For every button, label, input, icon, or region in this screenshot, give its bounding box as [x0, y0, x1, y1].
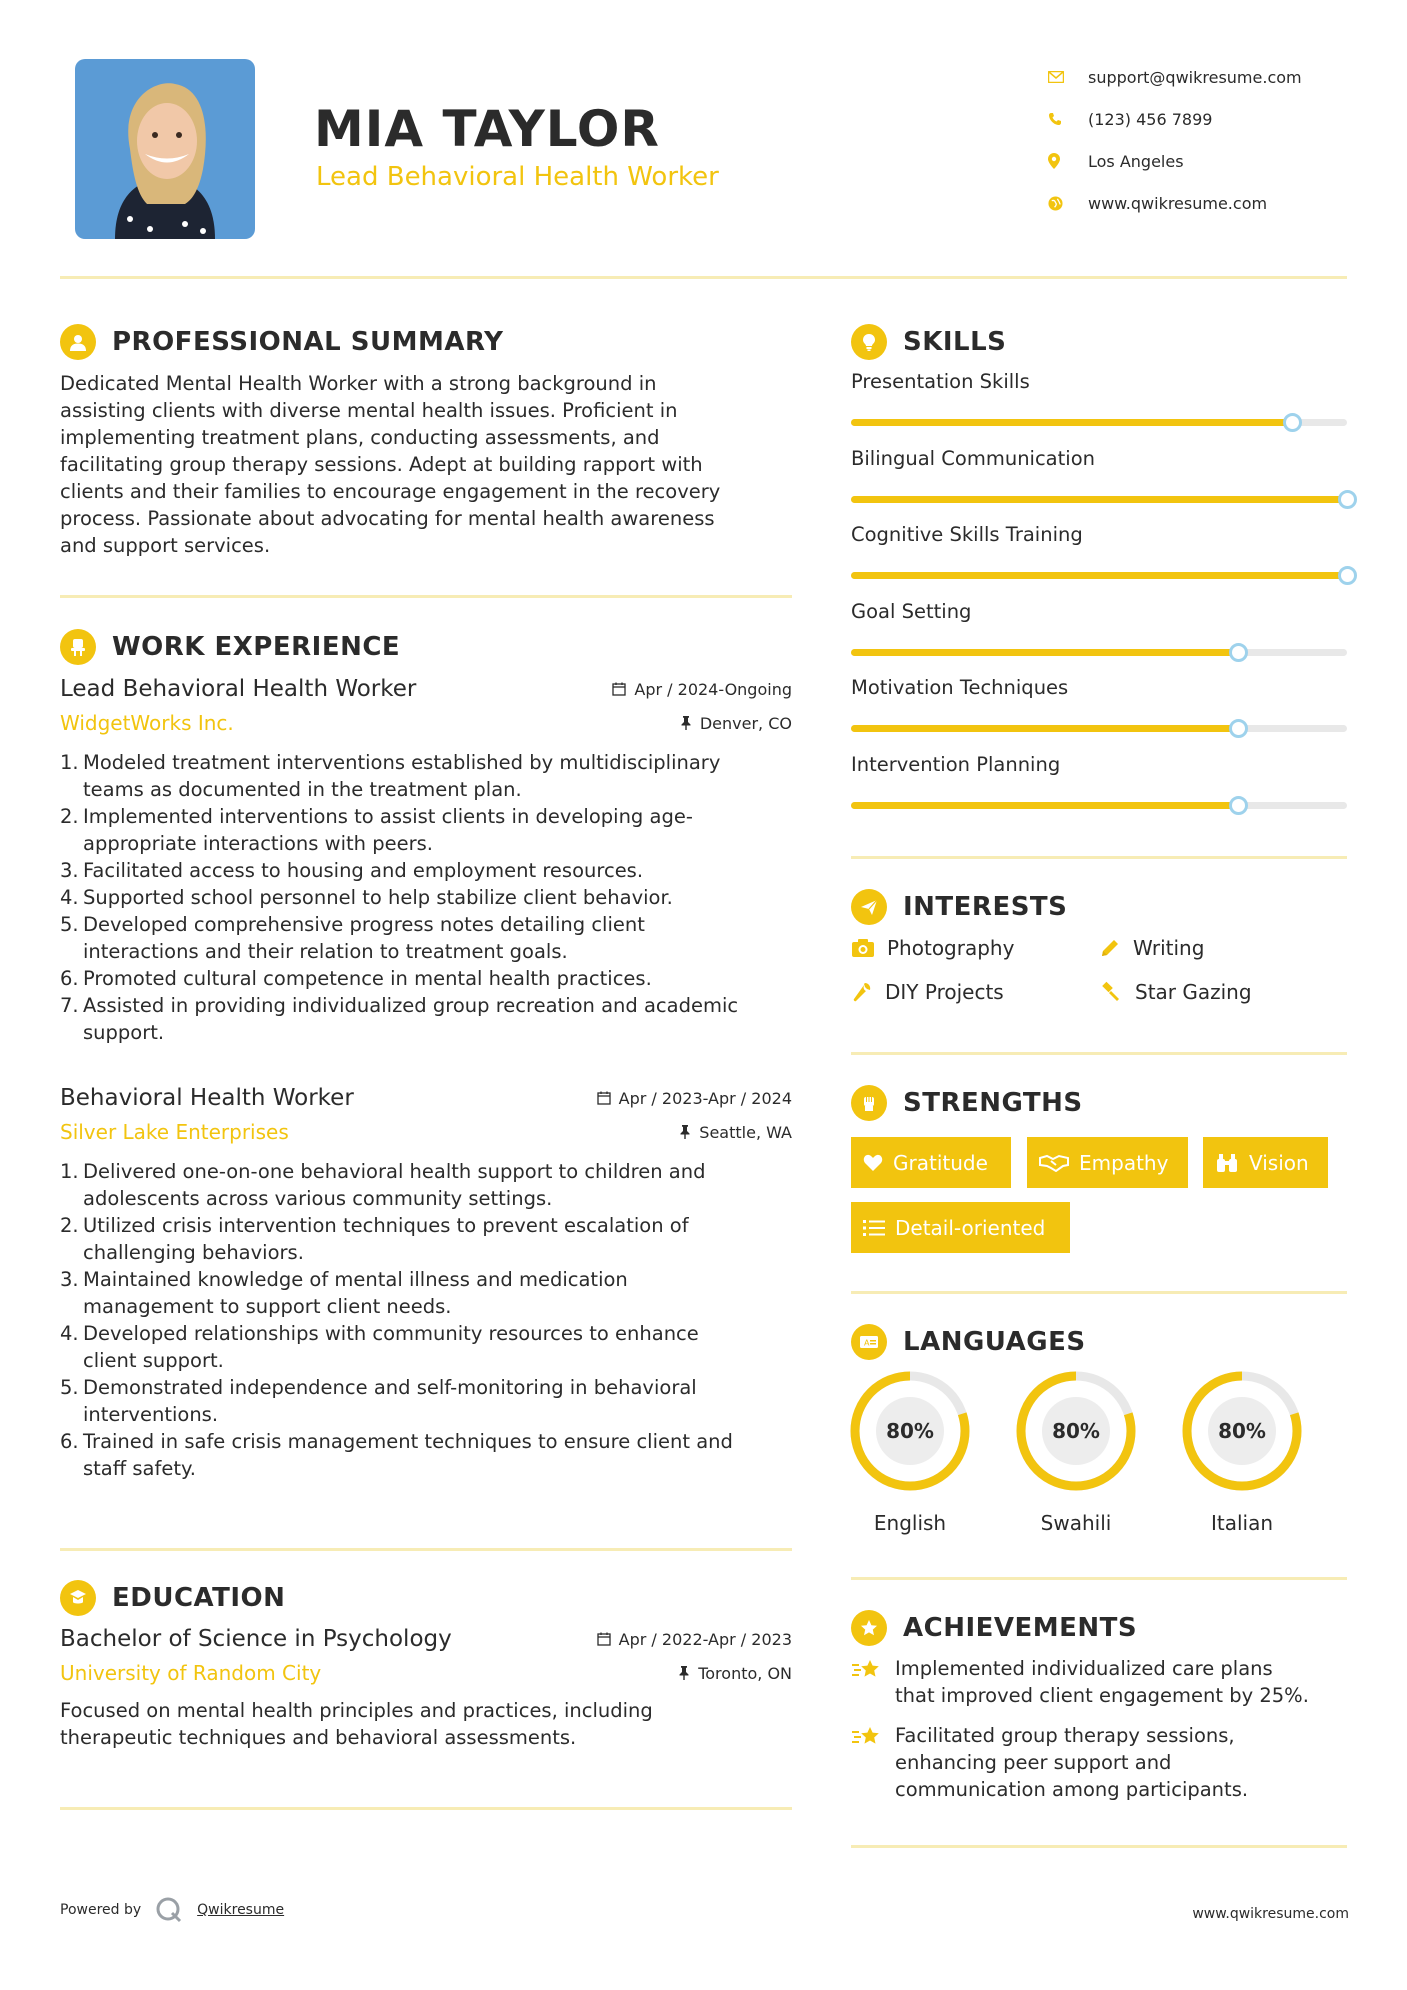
pushpin-icon — [680, 716, 692, 730]
calendar-icon — [612, 682, 626, 696]
skill-bar-fill — [851, 419, 1292, 426]
pushpin-icon — [679, 1125, 691, 1139]
skill-bar — [851, 572, 1347, 579]
languages-heading: A LANGUAGES — [851, 1324, 1086, 1360]
list-item: 7. Assisted in providing individualized group recreation and academic support. — [60, 994, 739, 1044]
skill-bar-knob — [1338, 566, 1357, 585]
skill-item — [851, 523, 1347, 583]
language-icon — [851, 1324, 887, 1360]
qwikresume-link[interactable]: Qwikresume — [197, 1902, 285, 1918]
skills-divider — [851, 856, 1347, 859]
star-badge-icon — [851, 1610, 887, 1646]
education-entry — [60, 1626, 792, 1751]
interest-item: DIY Projects — [851, 980, 1004, 1004]
degree: Bachelor of Science in Psychology — [60, 1626, 452, 1652]
skill-bar-fill — [851, 649, 1238, 656]
calendar-icon — [597, 1632, 611, 1646]
skill-bar-fill — [851, 572, 1347, 579]
strength-chip: Empathy — [1027, 1137, 1188, 1188]
skill-bar-knob — [1283, 413, 1302, 432]
job-location: Seattle, WA — [679, 1123, 792, 1142]
language-item — [1180, 1369, 1304, 1535]
skill-bar — [851, 419, 1347, 426]
strength-chip: Detail-oriented — [851, 1202, 1070, 1253]
job-location: Denver, CO — [680, 714, 792, 733]
candidate-name: MIA TAYLOR — [314, 100, 660, 158]
wrench-icon — [851, 981, 873, 1003]
pencil-icon — [1099, 937, 1121, 959]
strength-chip: Gratitude — [851, 1137, 1011, 1188]
contact-website[interactable]: www.qwikresume.com — [1048, 182, 1368, 224]
job-company: WidgetWorks Inc. — [60, 711, 234, 735]
language-proficiency-ring — [1180, 1369, 1304, 1493]
footer-powered-by: Powered by Qwikresume — [60, 1896, 284, 1924]
job-date: Apr / 2023-Apr / 2024 — [597, 1089, 792, 1108]
lightbulb-icon — [851, 324, 887, 360]
skill-label: Motivation Techniques — [851, 676, 1069, 699]
envelope-icon — [1048, 71, 1088, 83]
list-item: 4. Supported school personnel to help stabilize client behavior. — [60, 886, 673, 909]
skill-bar-knob — [1229, 796, 1248, 815]
header-divider — [60, 276, 1347, 279]
skills-heading: SKILLS — [851, 324, 1006, 360]
paper-plane-icon — [851, 889, 887, 925]
contact-location: Los Angeles — [1048, 140, 1368, 182]
experience-divider — [60, 1548, 792, 1551]
list-icon — [863, 1219, 885, 1237]
raised-fist-icon — [851, 1085, 887, 1121]
graduate-icon — [60, 1580, 96, 1616]
job-role: Lead Behavioral Health Worker — [60, 676, 417, 702]
job-bullets — [60, 749, 792, 1046]
skill-bar-knob — [1229, 719, 1248, 738]
language-percent: 80% — [1052, 1419, 1100, 1443]
skill-item — [851, 600, 1347, 660]
skill-bar — [851, 496, 1347, 503]
job-role: Behavioral Health Worker — [60, 1085, 354, 1111]
language-proficiency-ring — [848, 1369, 972, 1493]
achievements-divider — [851, 1845, 1347, 1848]
skill-item — [851, 447, 1347, 507]
language-percent: 80% — [1218, 1419, 1266, 1443]
handshake-icon — [1039, 1154, 1069, 1172]
qwikresume-logo-icon — [155, 1896, 183, 1924]
skill-bar-fill — [851, 725, 1238, 732]
list-item: 2. Implemented interventions to assist clients in developing age- appropriate interactions with peers. — [60, 805, 693, 855]
language-name: English — [873, 1511, 947, 1535]
gavel-icon — [1099, 981, 1123, 1003]
school: University of Random City — [60, 1661, 322, 1685]
summary-text: Dedicated Mental Health Worker with a strong background in assisting clients with diverse mental health issues. Proficient in implementing treatment plans, conducting assessments, and facilitating group therapy sessions. Adept at building rapport with clients and their families to encourage engagement in the recovery process. Passionate about advocating for mental health awareness and support services. — [60, 372, 721, 557]
skill-label: Cognitive Skills Training — [851, 523, 1083, 546]
language-name: Italian — [1210, 1511, 1274, 1535]
education-heading: EDUCATION — [60, 1580, 285, 1616]
skill-item — [851, 676, 1347, 736]
skill-label: Intervention Planning — [851, 752, 1061, 776]
binoculars-icon — [1215, 1153, 1239, 1173]
strength-chip: Vision — [1203, 1137, 1328, 1188]
list-item: 2. Utilized crisis intervention techniques to prevent escalation of challenging behaviors. — [60, 1214, 689, 1264]
skill-bar-knob — [1338, 490, 1357, 509]
achievement-item: Implemented individualized care plans that improved client engagement by 25%. — [851, 1655, 1351, 1709]
list-item: 1. Delivered one-on-one behavioral health support to children and adolescents across various community settings. — [60, 1160, 706, 1210]
languages-divider — [851, 1577, 1347, 1580]
profile-photo — [75, 59, 255, 239]
interests-heading: INTERESTS — [851, 889, 1067, 925]
globe-icon — [1048, 196, 1088, 211]
language-proficiency-ring — [1014, 1369, 1138, 1493]
footer-website[interactable]: www.qwikresume.com — [1192, 1906, 1349, 1922]
job-entry — [60, 676, 792, 1046]
pushpin-icon — [678, 1666, 690, 1680]
strengths-heading: STRENGTHS — [851, 1085, 1083, 1121]
contact-phone[interactable]: (123) 456 7899 — [1048, 98, 1368, 140]
education-date: Apr / 2022-Apr / 2023 — [597, 1630, 792, 1649]
skill-label: Presentation Skills — [851, 370, 1030, 393]
skill-item — [851, 753, 1347, 813]
skill-label: Bilingual Communication — [851, 446, 1095, 470]
candidate-title: Lead Behavioral Health Worker — [316, 162, 719, 192]
language-item — [1014, 1369, 1138, 1535]
shooting-star-icon — [851, 1657, 883, 1683]
camera-icon — [851, 938, 875, 958]
interests-divider — [851, 1052, 1347, 1055]
map-pin-icon — [1048, 153, 1088, 169]
skill-bar — [851, 725, 1347, 732]
svg-text:A: A — [864, 1338, 870, 1348]
list-item: 5. Demonstrated independence and self-monitoring in behavioral interventions. — [60, 1376, 697, 1426]
job-date: Apr / 2024-Ongoing — [612, 680, 792, 699]
contact-email[interactable]: support@qwikresume.com — [1048, 56, 1368, 98]
language-name: Swahili — [1040, 1511, 1112, 1535]
list-item: 3. Facilitated access to housing and employment resources. — [60, 859, 644, 882]
summary-heading: PROFESSIONAL SUMMARY — [60, 324, 503, 360]
summary-divider — [60, 595, 792, 598]
skill-bar-fill — [851, 802, 1238, 809]
skill-bar-knob — [1229, 643, 1248, 662]
interest-item: Photography — [851, 936, 1014, 960]
experience-heading: WORK EXPERIENCE — [60, 629, 400, 665]
contact-list — [1048, 56, 1368, 224]
skill-bar-fill — [851, 496, 1347, 503]
education-location: Toronto, ON — [678, 1664, 792, 1683]
list-item: 3. Maintained knowledge of mental illness and medication management to support client needs. — [60, 1268, 628, 1318]
list-item: 5. Developed comprehensive progress notes detailing client interactions and their relation to treatment goals. — [60, 913, 645, 963]
shooting-star-icon — [851, 1724, 883, 1750]
achievement-item: Facilitated group therapy sessions, enhancing peer support and communication among participants. — [851, 1722, 1351, 1803]
interest-item: Star Gazing — [1099, 980, 1252, 1004]
job-company: Silver Lake Enterprises — [60, 1120, 289, 1144]
achievements-heading: ACHIEVEMENTS — [851, 1610, 1137, 1646]
education-divider — [60, 1807, 792, 1810]
interest-item: Writing — [1099, 936, 1204, 960]
user-icon — [60, 324, 96, 360]
job-entry — [60, 1085, 792, 1482]
list-item: 6. Promoted cultural competence in mental health practices. — [60, 967, 652, 990]
chair-icon — [60, 629, 96, 665]
phone-icon — [1048, 112, 1088, 126]
heart-icon — [863, 1154, 883, 1172]
job-bullets — [60, 1158, 792, 1482]
list-item: 1. Modeled treatment interventions established by multidisciplinary teams as documented in the treatment plan. — [60, 751, 721, 801]
education-description: Focused on mental health principles and practices, including therapeutic techniques and behavioral assessments. — [60, 1699, 653, 1749]
skill-label: Goal Setting — [851, 599, 972, 623]
language-percent: 80% — [886, 1419, 934, 1443]
skill-item — [851, 370, 1347, 430]
strengths-divider — [851, 1291, 1347, 1294]
calendar-icon — [597, 1091, 611, 1105]
list-item: 6. Trained in safe crisis management techniques to ensure client and staff safety. — [60, 1430, 733, 1480]
list-item: 4. Developed relationships with community resources to enhance client support. — [60, 1322, 699, 1372]
skill-bar — [851, 649, 1347, 656]
language-item — [848, 1369, 972, 1535]
skill-bar — [851, 802, 1347, 809]
